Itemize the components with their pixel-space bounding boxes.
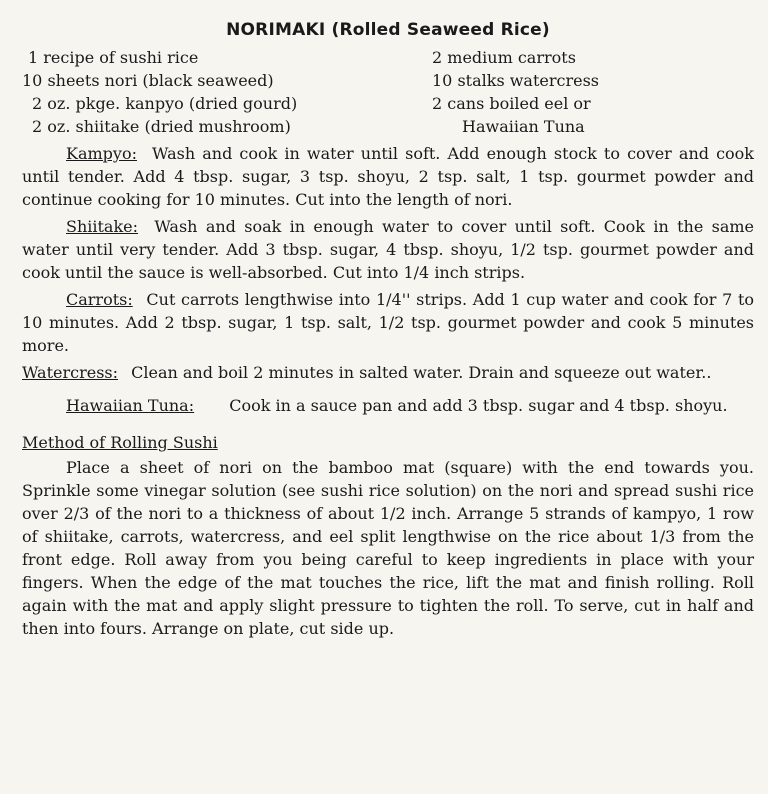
method-instructions bbox=[22, 456, 754, 640]
ingredient-item: 2 oz. pkge. kanpyo (dried gourd) bbox=[32, 94, 298, 113]
watercress-instructions bbox=[22, 361, 754, 384]
ingredient-column-right bbox=[412, 46, 754, 138]
tuna-instructions bbox=[22, 394, 754, 417]
recipe-title: NORIMAKI (Rolled Seaweed Rice) bbox=[226, 20, 550, 40]
kampyo-label: Kampyo: bbox=[66, 144, 137, 163]
watercress-text: Clean and boil 2 minutes in salted water. Drain and squeeze out water.. bbox=[131, 363, 712, 382]
kampyo-text: Wash and cook in water until soft. Add enough stock to cover and cook until tender. Add 4 tbsp. sugar, 3 tsp. shoyu, 2 tsp. salt, 1 tsp. gourmet powder and continue cooking for 10 minutes. Cut into the length of nori. bbox=[22, 144, 754, 209]
shiitake-label: Shiitake: bbox=[66, 217, 139, 236]
carrots-text: Cut carrots lengthwise into 1/4'' strips. Add 1 cup water and cook for 7 to 10 minutes. Add 2 tbsp. sugar, 1 tsp. salt, 1/2 tsp. gourmet powder and cook 5 minutes more. bbox=[22, 290, 755, 355]
kampyo-instructions bbox=[22, 142, 754, 211]
ingredient-item: 1 recipe of sushi rice bbox=[28, 48, 199, 67]
ingredient-column-left bbox=[22, 46, 412, 138]
spacer bbox=[22, 417, 754, 427]
carrots-instructions bbox=[22, 288, 754, 357]
tuna-text: Cook in a sauce pan and add 3 tbsp. sugar and 4 tbsp. shoyu. bbox=[229, 396, 728, 415]
ingredient-item: Hawaiian Tuna bbox=[462, 117, 585, 136]
watercress-label: Watercress: bbox=[22, 363, 119, 382]
shiitake-text: Wash and soak in enough water to cover until soft. Cook in the same water until very tender. Add 3 tbsp. sugar, 4 tbsp. shoyu, 1/2 tsp. gourmet powder and cook until the sauce is well-absorbed. Cut into 1/4 inch strips. bbox=[22, 217, 755, 282]
method-text: Place a sheet of nori on the bamboo mat (square) with the end towards you. Sprinkle some vinegar solution (see sushi rice solution) on the nori and spread sushi rice over 2/3 of the nori to a thickness of about 1/2 inch. Arrange 5 strands of kampyo, 1 row of shiitake, carrots, watercress, and eel split lengthwise on the rice about 1/3 from the front edge. Roll away from you being careful to keep ingredients in place with your fingers. When the edge of the mat touches the rice, lift the mat and finish rolling. Roll again with the mat and apply slight pressure to tighten the roll. To serve, cut in half and then into fours. Arrange on plate, cut side up. bbox=[22, 458, 754, 638]
ingredient-item: 10 stalks watercress bbox=[432, 71, 600, 90]
shiitake-instructions bbox=[22, 215, 754, 284]
ingredient-item: 10 sheets nori (black seaweed) bbox=[22, 71, 274, 90]
carrots-label: Carrots: bbox=[66, 290, 133, 309]
method-heading: Method of Rolling Sushi bbox=[22, 433, 218, 452]
tuna-label: Hawaiian Tuna: bbox=[66, 396, 195, 415]
ingredient-list bbox=[22, 46, 754, 138]
ingredient-item: 2 medium carrots bbox=[432, 48, 576, 67]
ingredient-item: 2 cans boiled eel or bbox=[432, 94, 591, 113]
ingredient-item: 2 oz. shiitake (dried mushroom) bbox=[32, 117, 291, 136]
